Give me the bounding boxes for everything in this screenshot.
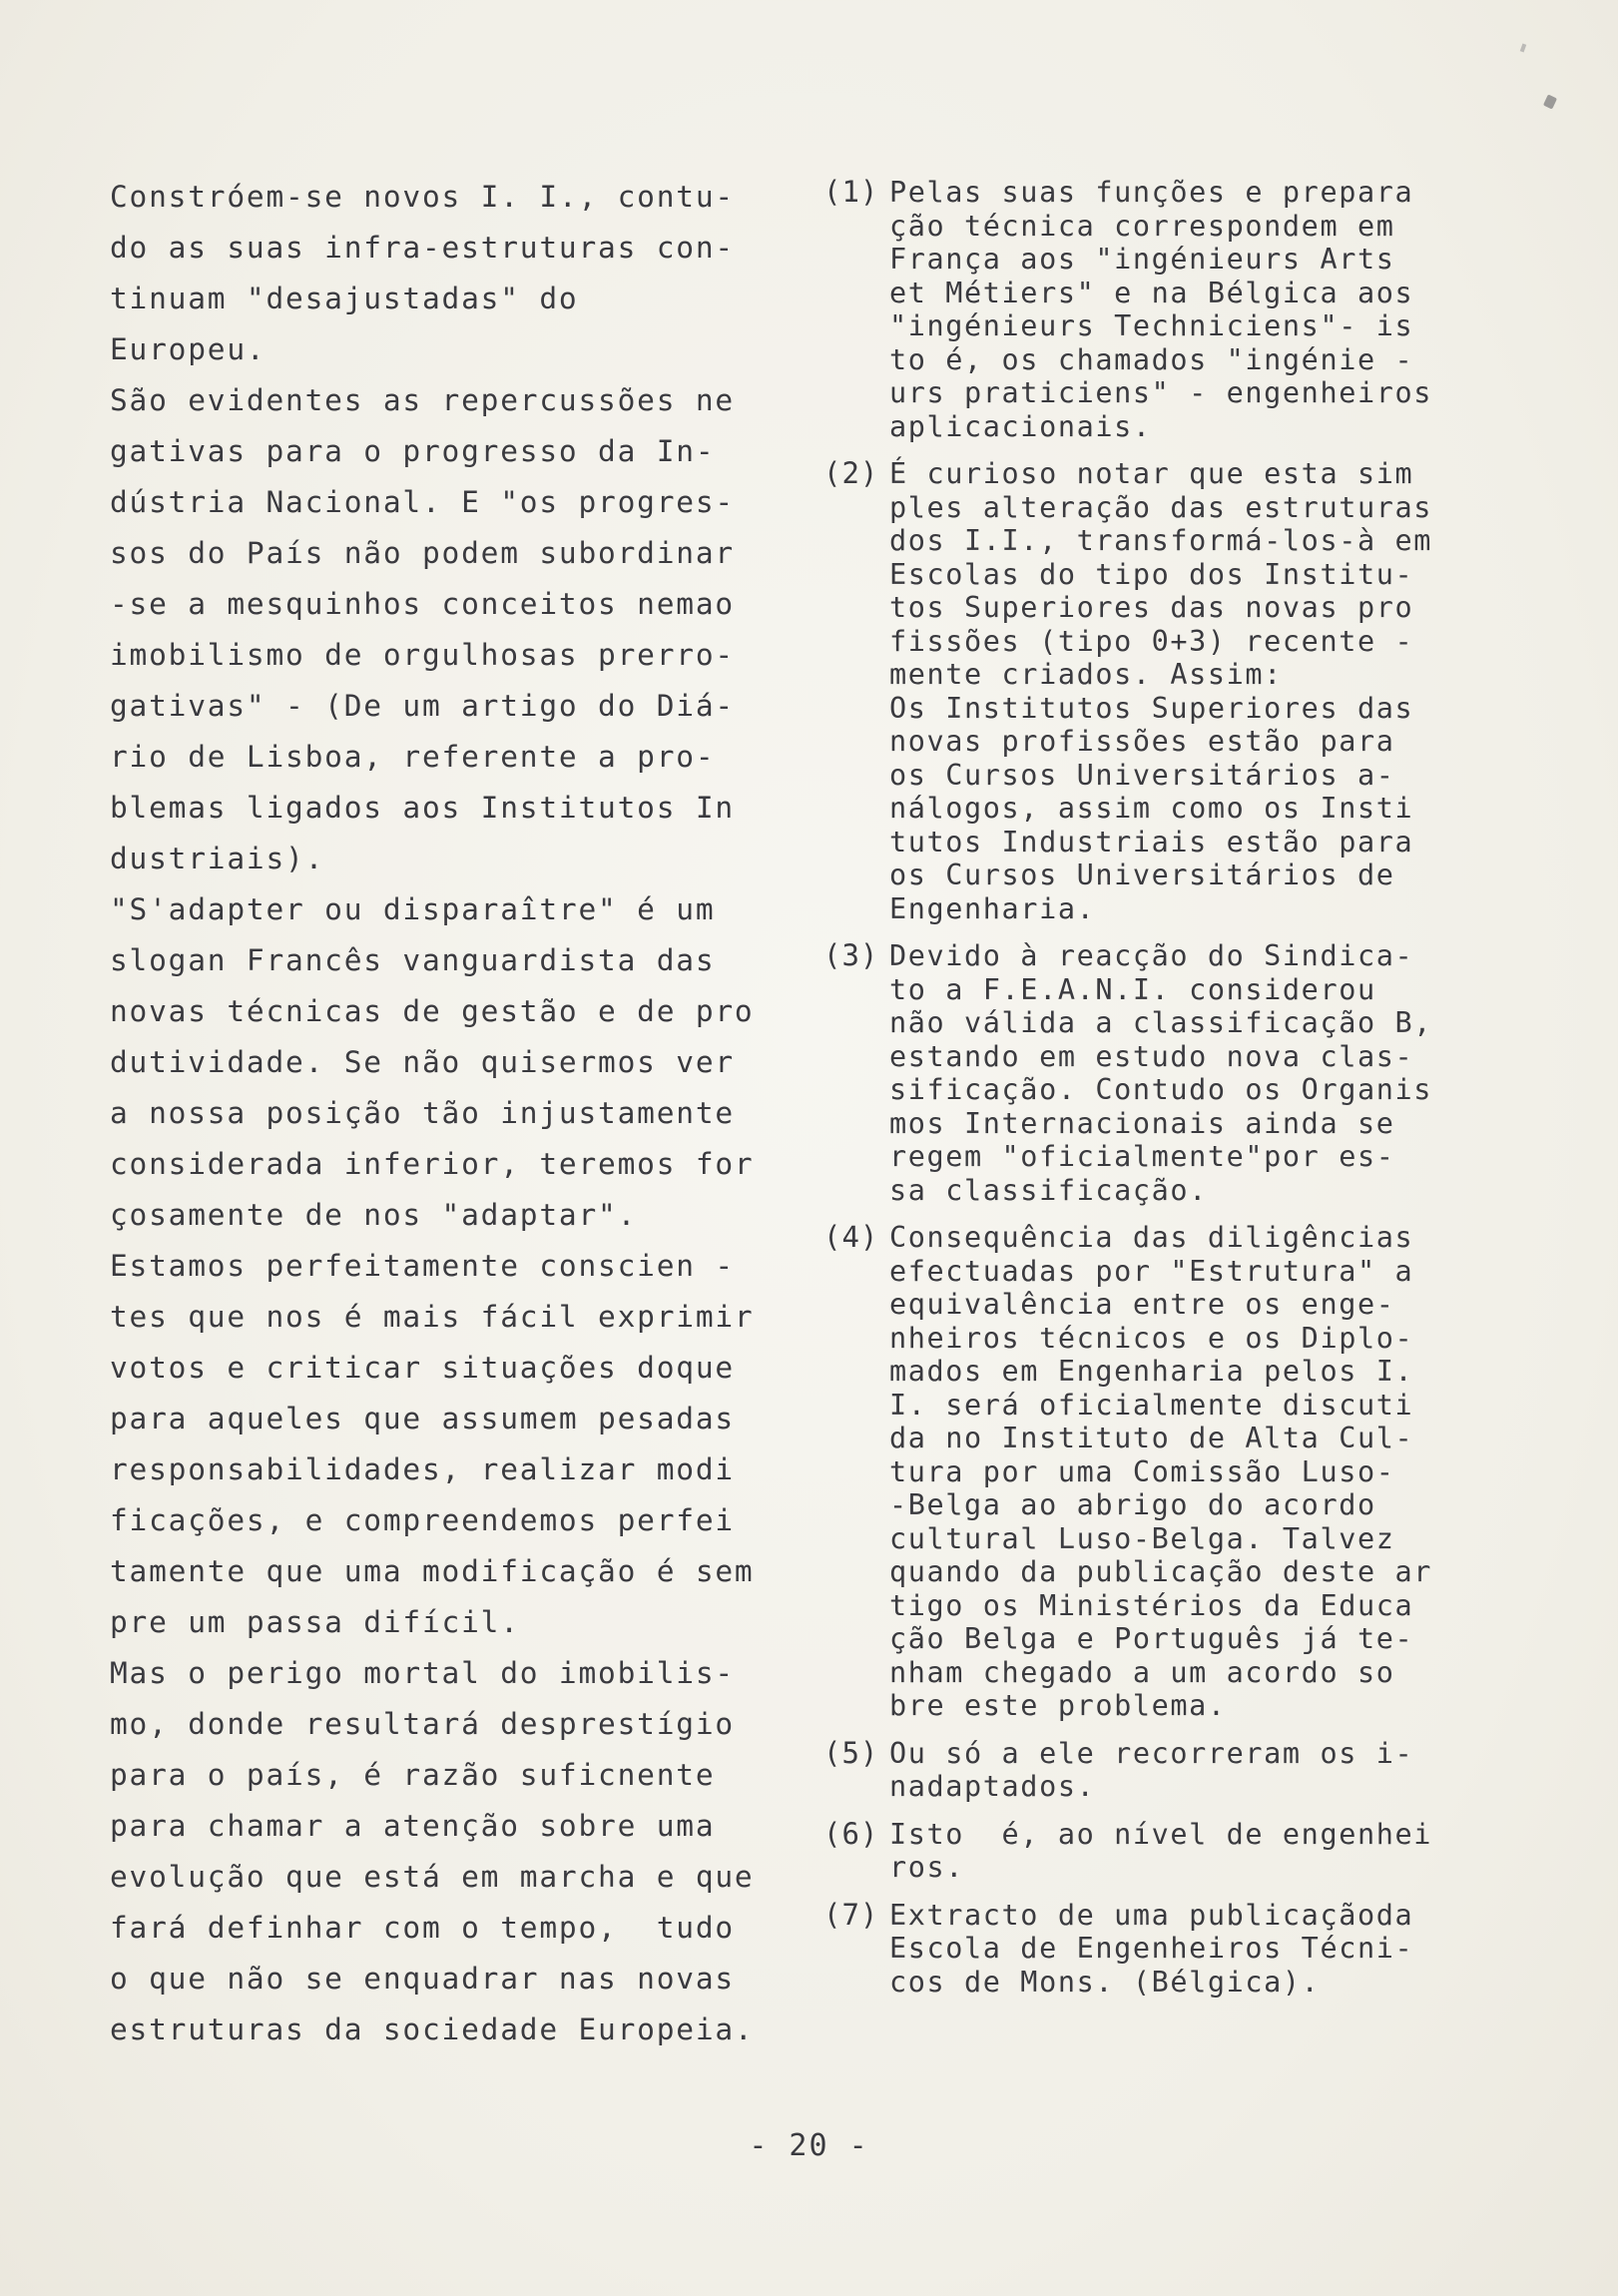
footnote-line: não válida a classificação B, (889, 1006, 1432, 1039)
text-line: dustriais). (110, 842, 325, 875)
footnote-line: França aos "ingénieurs Arts (889, 243, 1395, 276)
footnote-line: Devido à reacção do Sindica- (889, 939, 1414, 972)
footnote-line: mente criados. Assim: (889, 658, 1283, 691)
footnote-line: efectuadas por "Estrutura" a (889, 1254, 1414, 1288)
text-line: pre um passa difícil. (110, 1605, 520, 1639)
footnote-line: et Métiers" e na Bélgica aos (889, 276, 1414, 309)
text-line: "S'adapter ou disparaître" é um (110, 892, 716, 926)
footnote (823, 1737, 1502, 1804)
footnote (823, 939, 1502, 1207)
text-line: para aqueles que assumem pesadas (110, 1402, 735, 1435)
footnote-line: ros. (889, 1851, 965, 1884)
text-line: dústria Nacional. E "os progres- (110, 485, 735, 519)
text-line: Mas o perigo mortal do imobilis- (110, 1656, 735, 1690)
footnote-line: os Cursos Universitários a- (889, 758, 1395, 792)
footnote-line: fissões (tipo 0+3) recente - (889, 624, 1414, 658)
footnote-line: É curioso notar que esta sim (889, 457, 1414, 490)
footnote (823, 1899, 1502, 2000)
footnote-line: quando da publicação deste ar (889, 1555, 1432, 1588)
text-line: São evidentes as repercussões ne (110, 383, 735, 417)
footnote-line: cos de Mons. (Bélgica). (889, 1965, 1321, 1999)
footnote-line: mados em Engenharia pelos I. (889, 1355, 1414, 1388)
footnote-marker: (4) (823, 1220, 879, 1254)
footnote-marker: (5) (823, 1735, 879, 1770)
text-line: tinuam "desajustadas" do (110, 282, 579, 315)
text-line: votos e criticar situações doque (110, 1351, 735, 1385)
text-line: novas técnicas de gestão e de pro (110, 994, 755, 1028)
footnote-line: nham chegado a um acordo so (889, 1655, 1395, 1689)
footnote-line: sificação. Contudo os Organis (889, 1073, 1432, 1106)
text-line: responsabilidades, realizar modi (110, 1452, 735, 1486)
footnote-line: bre este problema. (889, 1689, 1227, 1722)
text-line: tamente que uma modificação é sem (110, 1554, 755, 1588)
footnote-line: ples alteração das estruturas (889, 490, 1432, 524)
footnote-line: nheiros técnicos e os Diplo- (889, 1321, 1414, 1355)
text-line: o que não se enquadrar nas novas (110, 1962, 735, 1996)
footnote-marker: (3) (823, 938, 879, 972)
footnote-line: Engenharia. (889, 891, 1096, 925)
text-line: tes que nos é mais fácil exprimir (110, 1300, 755, 1334)
footnote-line: regem "oficialmente"por es- (889, 1140, 1395, 1173)
text-line: Europeu. (110, 332, 267, 366)
page-number: - 20 - (749, 2128, 869, 2163)
footnote-line: os Cursos Universitários de (889, 859, 1395, 891)
text-line: para chamar a atenção sobre uma (110, 1809, 716, 1843)
footnote-line: Os Institutos Superiores das (889, 691, 1414, 725)
footnote (823, 1221, 1502, 1723)
text-line: ficações, e compreendemos perfei (110, 1503, 735, 1537)
footnote-line: Escolas do tipo dos Institu- (889, 557, 1414, 591)
text-line: Constróem-se novos I. I., contu- (110, 180, 735, 214)
footnote-line: to a F.E.A.N.I. considerou (889, 972, 1376, 1006)
footnote-line: Escola de Engenheiros Técni- (889, 1932, 1414, 1965)
footnote-line: Ou só a ele recorreram os i- (889, 1736, 1414, 1770)
text-line: dutividade. Se não quisermos ver (110, 1045, 735, 1079)
footnote-marker: (2) (823, 456, 879, 490)
footnote-line: nadaptados. (889, 1770, 1096, 1803)
text-line: imobilismo de orgulhosas prerro- (110, 638, 735, 672)
footnote (823, 457, 1502, 925)
footnote-line: Isto é, ao nível de engenhei (889, 1817, 1432, 1851)
text-line: blemas ligados aos Institutos In (110, 791, 735, 825)
footnote-line: mos Internacionais ainda se (889, 1106, 1395, 1140)
footnote-line: nálogos, assim como os Insti (889, 792, 1414, 825)
footnote-line: Consequência das diligências (889, 1221, 1414, 1254)
text-line: do as suas infra-estruturas con- (110, 231, 735, 265)
footnote (823, 176, 1502, 443)
footnote-line: tigo os Ministérios da Educa (889, 1588, 1414, 1622)
ink-spot-icon (1543, 94, 1557, 109)
footnote-line: tura por uma Comissão Luso- (889, 1454, 1395, 1488)
footnote-marker: (6) (823, 1816, 879, 1851)
footnote-line: Pelas suas funções e prepara (889, 176, 1414, 209)
footnote-marker: (7) (823, 1897, 879, 1932)
footnote-line: aplicacionais. (889, 409, 1152, 443)
text-line: gativas para o progresso da In- (110, 434, 716, 468)
text-line: slogan Francês vanguardista das (110, 943, 716, 977)
footnotes-column (823, 176, 1502, 2012)
footnote-line: "ingénieurs Techniciens"- is (889, 309, 1414, 342)
footnote-line: sa classificação. (889, 1173, 1208, 1207)
text-line: sos do País não podem subordinar (110, 536, 735, 570)
footnote-line: Extracto de uma publicaçãoda (889, 1898, 1414, 1932)
footnote-line: novas profissões estão para (889, 725, 1395, 758)
footnote-line: dos I.I., transformá-los-à em (889, 524, 1432, 557)
footnote (823, 1818, 1502, 1885)
text-line: estruturas da sociedade Europeia. (110, 2012, 755, 2046)
text-line: rio de Lisboa, referente a pro- (110, 740, 716, 774)
footnote-line: urs praticiens" - engenheiros (889, 376, 1432, 409)
footnote-line: estando em estudo nova clas- (889, 1039, 1414, 1073)
text-line: fará definhar com o tempo, tudo (110, 1911, 735, 1945)
footnote-line: tutos Industriais estão para (889, 825, 1414, 859)
text-line: considerada inferior, teremos for (110, 1147, 755, 1181)
text-line: evolução que está em marcha e que (110, 1860, 755, 1894)
footnote-line: to é, os chamados "ingénie - (889, 342, 1414, 376)
text-line: gativas" - (De um artigo do Diá- (110, 689, 735, 723)
footnote-line: ção técnica correspondem em (889, 209, 1395, 243)
text-line: Estamos perfeitamente conscien - (110, 1249, 735, 1283)
footnote-line: cultural Luso-Belga. Talvez (889, 1521, 1395, 1555)
text-line: mo, donde resultará desprestígio (110, 1707, 735, 1741)
ink-mark-icon (1520, 44, 1526, 53)
footnote-line: tos Superiores das novas pro (889, 591, 1414, 624)
footnote-line: ção Belga e Português já te- (889, 1622, 1414, 1655)
footnote-line: da no Instituto de Alta Cul- (889, 1422, 1414, 1454)
footnote-line: I. será oficialmente discuti (889, 1388, 1414, 1422)
text-line: a nossa posição tão injustamente (110, 1096, 735, 1130)
footnote-line: equivalência entre os enge- (889, 1288, 1395, 1321)
text-line: çosamente de nos "adaptar". (110, 1198, 638, 1232)
text-line: -se a mesquinhos conceitos nemao (110, 587, 735, 621)
footnote-marker: (1) (823, 175, 879, 209)
text-line: para o país, é razão suficnente (110, 1758, 716, 1792)
main-text-column (110, 172, 789, 2055)
footnote-line: -Belga ao abrigo do acordo (889, 1488, 1376, 1521)
